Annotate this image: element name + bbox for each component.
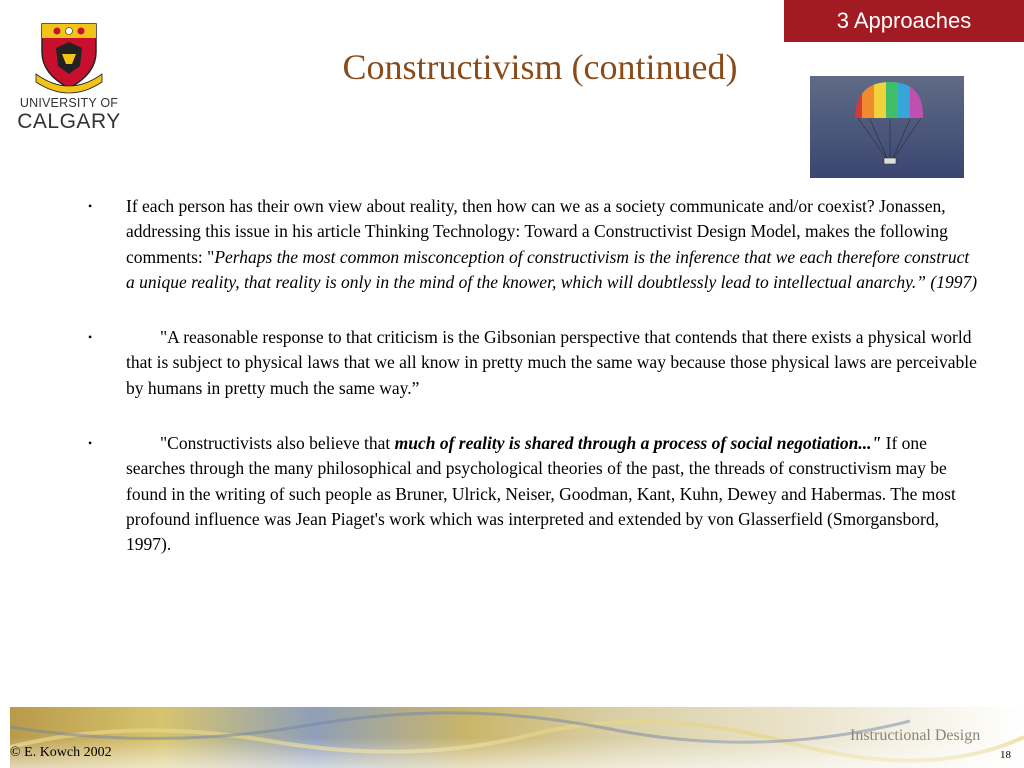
bullet-item	[84, 431, 979, 557]
bullet-dot: •	[88, 199, 93, 213]
bullet-text: "Constructivists also believe that	[160, 433, 395, 454]
university-crest-icon	[34, 22, 104, 94]
university-name-line2: CALGARY	[17, 110, 121, 133]
bullet-dot: •	[88, 330, 93, 345]
emphasis-text: much of reality is shared through a process of social negotiation..."	[394, 433, 882, 454]
bullet-text: "A reasonable response to that criticism is the Gibsonian perspective that contends that there exists a physical world that is subject to physical laws that we all know in pretty much the same way because those physical laws are perceivable by humans in pretty much the same way.”	[126, 327, 977, 398]
slide-title: Constructivism (continued)	[342, 47, 738, 87]
slide-body	[84, 194, 979, 588]
bullet-item	[84, 194, 979, 295]
quote-italic: Perhaps the most common misconception of constructivism is the inference that we each therefore construct a unique reality, that reality is only in the mind of the knower, which will doubtlessly lead to intellectual anarchy.” (1997)	[126, 246, 978, 292]
section-tag: 3 Approaches	[784, 0, 1024, 42]
course-title: Instructional Design	[850, 727, 981, 744]
parasail-photo-icon	[810, 76, 964, 178]
page-number: 18	[1000, 749, 1011, 761]
university-name-line1: UNIVERSITY OF	[19, 96, 119, 110]
bullet-item	[84, 325, 979, 401]
bullet-text: If each person has their own view about reality, then how can we as a society communicate and/or coexist? Jonassen, addressing this issue in his article Thinking Technology: Toward a Constructivist Design Model, makes the following comments: "	[126, 196, 948, 267]
copyright-text: © E. Kowch 2002	[10, 745, 112, 760]
university-logo	[14, 22, 124, 132]
bullet-text-cont: If one searches through the many philosophical and psychological theories of the past, the threads of constructivism may be found in the writing of such people as Bruner, Ulrick, Neiser, Goodman, Kant, Kuhn, Dewey and Habermas. The most profound influence was Jean Piaget's work which was interpreted and extended by von Glasserfield (Smorgansbord, 1997).	[126, 433, 956, 555]
bullet-dot: •	[88, 436, 93, 451]
